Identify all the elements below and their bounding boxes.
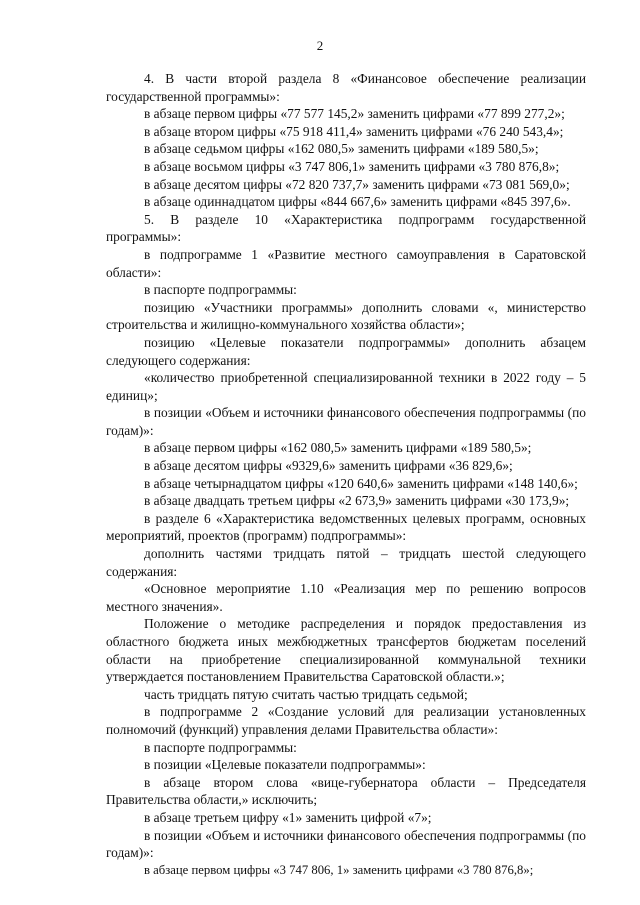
paragraph-subitem: в абзаце одиннадцатом цифры «844 667,6» заменить цифрами «845 397,6». (144, 194, 571, 210)
paragraph-subitem: в позиции «Целевые показатели подпрограммы»: (144, 757, 426, 773)
paragraph-quote: Положение о методике распределения и порядок предоставления из областного бюджета иных межбюджетных трансфертов бюджетам поселений области на приобретение специализированной коммунальной техники утверждается постановлением Правительства Саратовской области.»; (106, 616, 586, 685)
paragraph-subitem: в абзаце третьем цифру «1» заменить цифрой «7»; (144, 809, 432, 825)
paragraph-subitem: в абзаце первом цифры «77 577 145,2» заменить цифрами «77 899 277,2»; (144, 106, 565, 122)
paragraph-subitem: в позиции «Объем и источники финансового обеспечения подпрограммы (по годам)»: (106, 827, 586, 861)
paragraph-subitem: в паспорте подпрограммы: (144, 739, 297, 755)
paragraph-quote: «количество приобретенной специализированной техники в 2022 году – 5 единиц»; (106, 370, 586, 403)
paragraph-subitem: в абзаце двадцать третьем цифры «2 673,9» заменить цифрами «30 173,9»; (144, 493, 570, 509)
paragraph-subitem: в паспорте подпрограммы: (144, 282, 297, 298)
paragraph-subitem: часть тридцать пятую считать частью тридцать седьмой; (144, 686, 468, 702)
paragraph-subitem: позицию «Участники программы» дополнить словами «, министерство строительства и жилищно-коммунального хозяйства области»; (106, 299, 586, 333)
paragraph-subitem: дополнить частями тридцать пятой – тридцать шестой следующего содержания: (106, 546, 586, 579)
page-number: 2 (316, 38, 324, 53)
paragraph-subprogram-2: в подпрограмме 2 «Создание условий для реализации установленных полномочий (функций) управления делами Правительства области»: (106, 704, 586, 737)
paragraph-subitem: позицию «Целевые показатели подпрограммы» дополнить абзацем следующего содержания: (106, 334, 586, 368)
paragraph-subitem: в абзаце втором слова «вице-губернатора области – Председателя Правительства области,» исключить; (106, 774, 586, 808)
paragraph-subitem: в абзаце десятом цифры «72 820 737,7» заменить цифрами «73 081 569,0»; (144, 176, 570, 192)
paragraph-subitem: в абзаце десятом цифры «9329,6» заменить цифрами «36 829,6»; (144, 458, 513, 474)
paragraph-subitem: в абзаце седьмом цифры «162 080,5» заменить цифрами «189 580,5»; (144, 141, 539, 157)
paragraph-item-5: 5. В разделе 10 «Характеристика подпрограмм государственной программы»: (106, 211, 586, 245)
paragraph-quote: «Основное мероприятие 1.10 «Реализация мер по решению вопросов местного значения». (106, 581, 586, 614)
paragraph-subitem: в разделе 6 «Характеристика ведомственных целевых программ, основных мероприятий, проектов (программ) подпрограммы»: (106, 510, 586, 544)
document-body (106, 70, 586, 879)
paragraph-subitem: в позиции «Объем и источники финансового обеспечения подпрограммы (по годам)»: (106, 405, 586, 438)
paragraph-subitem: в абзаце втором цифры «75 918 411,4» заменить цифрами «76 240 543,4»; (144, 123, 564, 139)
paragraph-subprogram-1: в подпрограмме 1 «Развитие местного самоуправления в Саратовской области»: (106, 246, 586, 280)
paragraph-subitem: в абзаце первом цифры «162 080,5» заменить цифрами «189 580,5»; (144, 440, 532, 456)
paragraph-subitem: в абзаце восьмом цифры «3 747 806,1» заменить цифрами «3 780 876,8»; (144, 158, 560, 174)
paragraph-item-4: 4. В части второй раздела 8 «Финансовое обеспечение реализации государственной программы»: (106, 71, 586, 104)
paragraph-subitem: в абзаце первом цифры «3 747 806, 1» заменить цифрами «3 780 876,8»; (144, 862, 534, 877)
paragraph-subitem: в абзаце четырнадцатом цифры «120 640,6» заменить цифрами «148 140,6»; (144, 475, 578, 491)
